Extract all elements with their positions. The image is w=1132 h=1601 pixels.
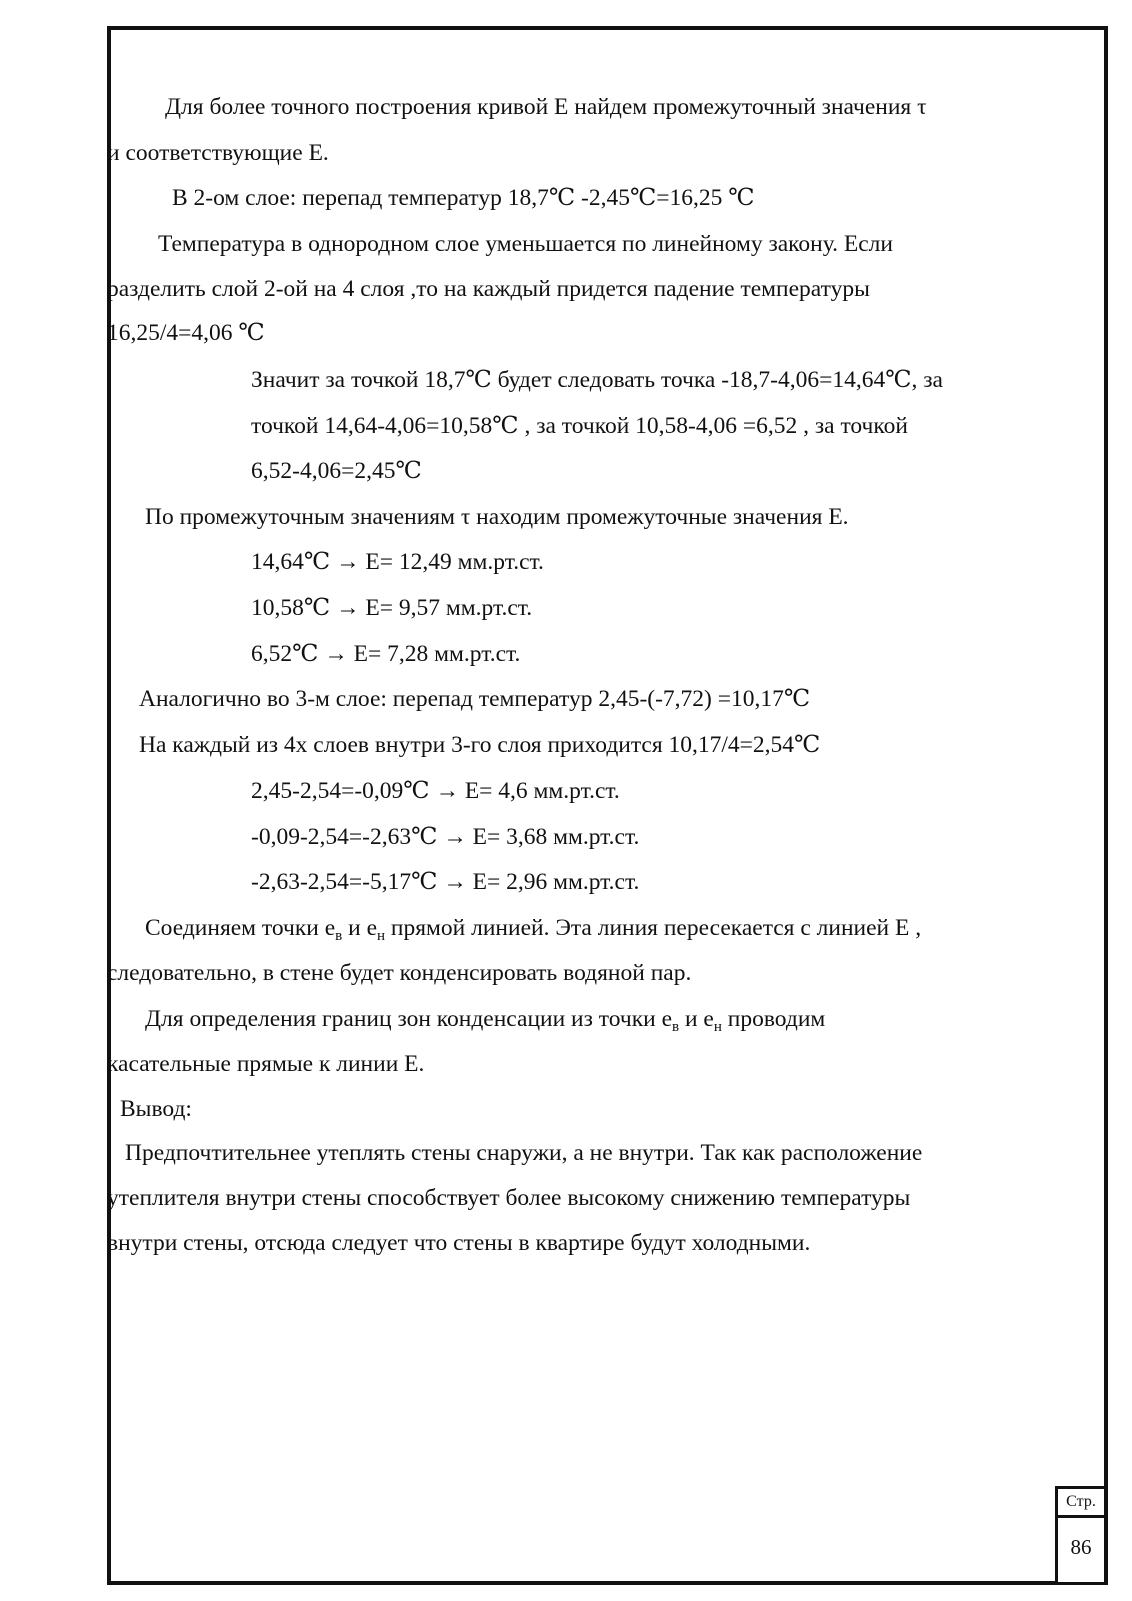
text-line-11: 14,64℃ → Е= 12,49 мм.рт.ст. (251, 549, 544, 575)
text-line-13: 6,52℃ → Е= 7,28 мм.рт.ст. (251, 641, 521, 667)
text-line-16: 2,45-2,54=-0,09℃ → Е= 4,6 мм.рт.ст. (251, 778, 620, 804)
subscript-n: н (377, 928, 386, 944)
text-line-8: точкой 14,64-4,06=10,58℃ , за точкой 10,58-4,06 =6,52 , за точкой (251, 413, 908, 439)
text-line-10: По промежуточным значениям τ находим промежуточные значения Е. (145, 504, 849, 530)
text-line-tangent: касательные прямые к линии Е. (107, 1051, 425, 1077)
connect-text-3: прямой линией. Эта линия пересекается с линией Е , (385, 915, 922, 941)
conclusion-heading: Вывод: (120, 1096, 192, 1122)
text-line-3: В 2-ом слое: перепад температур 18,7℃ -2,45℃=16,25 ℃ (172, 185, 755, 211)
boundary-text-2: и е (679, 1006, 714, 1032)
text-line-12: 10,58℃ → Е= 9,57 мм.рт.ст. (251, 595, 533, 621)
text-line-4: Температура в однородном слое уменьшается по линейному закону. Если (158, 231, 893, 257)
subscript-n: н (713, 1019, 722, 1035)
text-line-6: 16,25/4=4,06 ℃ (107, 320, 265, 346)
conclusion-line-2: утеплителя внутри стены способствует более высокому снижению температуры (107, 1185, 911, 1211)
page-number-stamp: 86 (1055, 1515, 1107, 1585)
text-line-connect-points (145, 913, 921, 946)
connect-text-1: Соединяем точки е (145, 915, 336, 941)
text-line-1: Для более точного построения кривой Е найдем промежуточный значения τ (165, 94, 927, 120)
text-line-15: На каждый из 4х слоев внутри 3-го слоя приходится 10,17/4=2,54℃ (139, 732, 821, 758)
text-line-boundaries (145, 1004, 825, 1037)
connect-text-2: и е (342, 915, 378, 941)
text-line-9: 6,52-4,06=2,45℃ (251, 458, 422, 484)
text-line-condensation: следовательно, в стене будет конденсировать водяной пар. (107, 960, 692, 986)
text-line-2: и соответствующие Е. (107, 140, 329, 166)
text-line-7: Значит за точкой 18,7℃ будет следовать точка -18,7-4,06=14,64℃, за (251, 367, 943, 393)
boundary-text-1: Для определения границ зон конденсации из точки е (145, 1006, 673, 1032)
text-line-17: -0,09-2,54=-2,63℃ → Е= 3,68 мм.рт.ст. (251, 824, 640, 850)
page-label-stamp: Стр. (1055, 1486, 1107, 1518)
text-line-18: -2,63-2,54=-5,17℃ → Е= 2,96 мм.рт.ст. (251, 869, 640, 895)
boundary-text-3: проводим (721, 1006, 826, 1032)
conclusion-line-1: Предпочтительнее утеплять стены снаружи, а не внутри. Так как расположение (125, 1140, 923, 1166)
conclusion-line-3: внутри стены, отсюда следует что стены в квартире будут холодными. (107, 1230, 811, 1256)
text-line-14: Аналогично во 3-м слое: перепад температур 2,45-(-7,72) =10,17℃ (139, 686, 811, 712)
subscript-v: в (672, 1019, 680, 1035)
subscript-v: в (335, 928, 343, 944)
text-line-5: разделить слой 2-ой на 4 слоя ,то на каждый придется падение температуры (107, 276, 870, 302)
